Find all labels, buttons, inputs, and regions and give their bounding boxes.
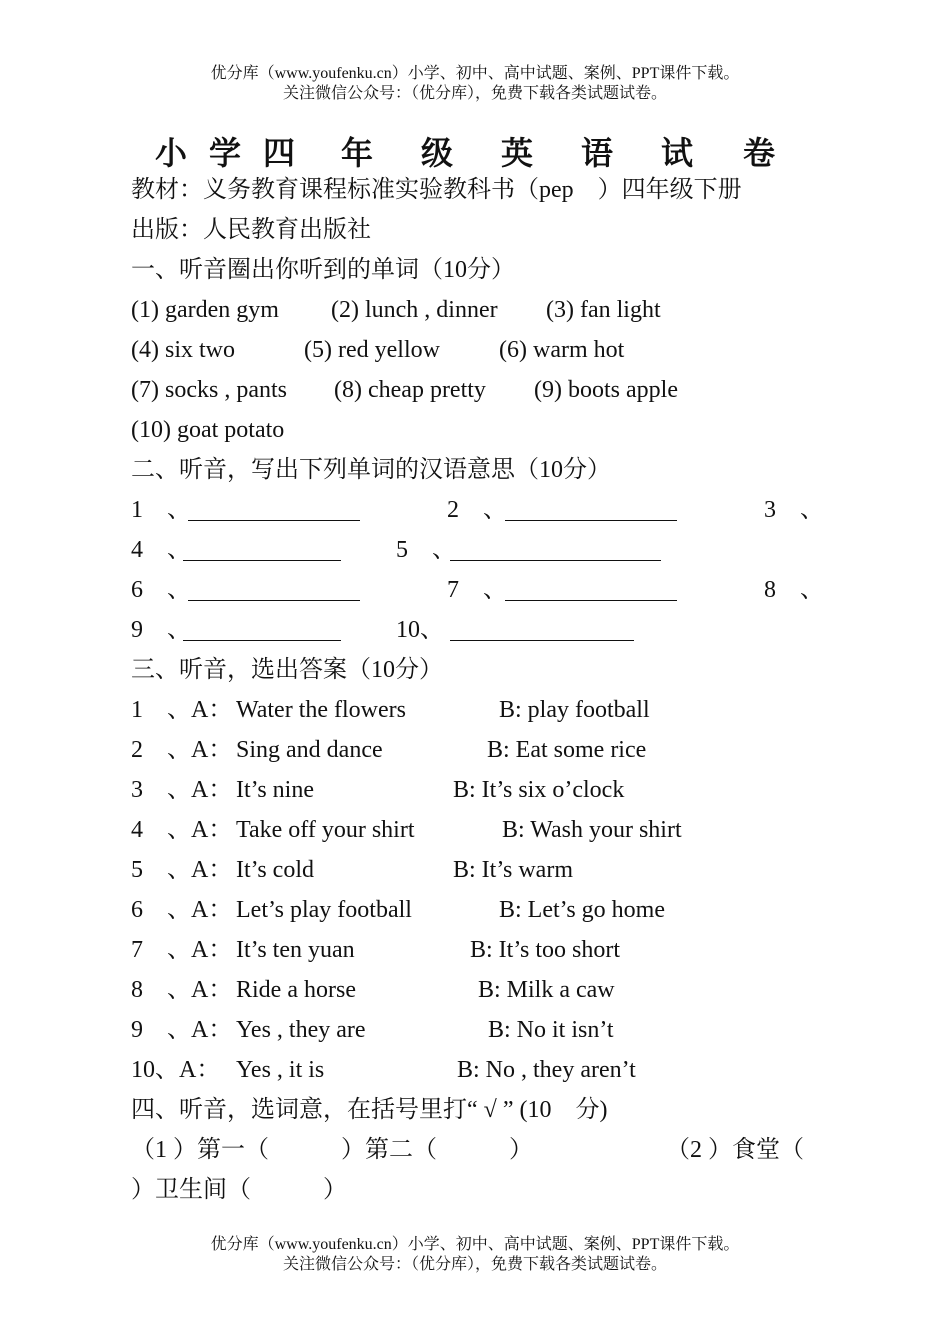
answer-blank[interactable] [188,574,360,601]
option-b: B: No , they aren’t [457,1057,636,1083]
title-char: 语 [581,134,614,172]
word-pair: (8) cheap pretty [334,377,486,403]
title-char: 级 [421,134,454,172]
answer-blank[interactable] [505,494,677,521]
option-b: B: play football [499,697,650,723]
choice-number: 4 、A： [131,817,233,843]
word-pair: (4) six two [131,337,235,363]
choice-number: 9 、A： [131,1017,233,1043]
word-pair: (10) goat potato [131,417,285,443]
choice-number: 7 、A： [131,937,233,963]
option-b: B: It’s too short [470,937,621,963]
answer-label: 4 、 [131,537,191,563]
section-1-heading: 一、听音圈出你听到的单词（10分） [131,257,515,283]
option-b: B: Eat some rice [487,737,647,763]
title-char: 学 [209,134,242,172]
choice-number: 6 、A： [131,897,233,923]
publisher-info: 出版：人民教育出版社 [131,217,371,243]
section-2-heading: 二、听音，写出下列单词的汉语意思（10分） [131,457,611,483]
option-a: Water the flowers [236,697,406,723]
section-4-row: ）卫生间（ ） [131,1177,347,1203]
header-line-2: 关注微信公众号：（优分库），免费下载各类试题试卷。 [282,85,667,102]
answer-label: 6 、 [131,577,191,603]
option-a: It’s cold [236,857,314,883]
option-a: It’s nine [236,777,314,803]
answer-label: 9 、 [131,617,191,643]
answer-blank[interactable] [450,614,634,641]
option-a: Sing and dance [236,737,383,763]
answer-label: 10、 [396,617,444,643]
answer-blank[interactable] [183,614,341,641]
option-a: Ride a horse [236,977,356,1003]
answer-blank[interactable] [450,534,661,561]
answer-blank[interactable] [188,494,360,521]
option-a: Take off your shirt [236,817,415,843]
answer-label: 2 、 [447,497,507,523]
option-b: B: It’s warm [453,857,573,883]
word-choice-2: （2 ）食堂（ [666,1137,804,1163]
section-1-row [131,410,284,450]
option-b: B: It’s six o’clock [453,777,625,803]
section-4-heading: 四、听音，选词意，在括号里打“ √ ” (10 分) [131,1097,608,1123]
title-char: 英 [501,134,534,172]
choice-number: 5 、A： [131,857,233,883]
option-a: Let’s play football [236,897,412,923]
option-a: It’s ten yuan [236,937,355,963]
page-header [0,64,950,104]
title-char: 小 [155,134,188,172]
footer-line-1: 优分库（www.youfenku.cn）小学、初中、高中试题、案例、PPT课件下载。 [210,1236,740,1253]
answer-blank[interactable] [505,574,677,601]
choice-number: 2 、A： [131,737,233,763]
option-b: B: No it isn’t [488,1017,614,1043]
header-line-1: 优分库（www.youfenku.cn）小学、初中、高中试题、案例、PPT课件下载。 [210,65,740,82]
answer-blank[interactable] [183,534,341,561]
option-b: B: Milk a caw [478,977,615,1003]
title-char: 试 [661,134,694,172]
answer-label: 1 、 [131,497,191,523]
title-char: 年 [341,134,374,172]
choice-number: 10、A： [131,1057,221,1083]
choice-number: 8 、A： [131,977,233,1003]
answer-label: 5 、 [396,537,456,563]
choice-number: 3 、A： [131,777,233,803]
title-char: 四 [263,134,296,172]
answer-label: 3 、 [764,497,824,523]
footer-line-2: 关注微信公众号：（优分库），免费下载各类试题试卷。 [282,1256,667,1273]
option-b: B: Wash your shirt [502,817,682,843]
option-a: Yes , it is [236,1057,325,1083]
answer-label: 7 、 [447,577,507,603]
title-char: 卷 [743,134,776,172]
answer-label: 8 、 [764,577,824,603]
word-pair: (9) boots apple [534,377,678,403]
word-pair: (5) red yellow [304,337,440,363]
textbook-info: 教材：义务教育课程标准实验教科书（pep ）四年级下册 [131,177,742,203]
section-3-heading: 三、听音，选出答案（10分） [131,657,443,683]
option-b: B: Let’s go home [499,897,665,923]
word-pair: (3) fan light [546,297,661,323]
option-a: Yes , they are [236,1017,366,1043]
page-footer [0,1235,950,1275]
word-pair: (6) warm hot [499,337,625,363]
choice-number: 1 、A： [131,697,233,723]
word-pair: (2) lunch , dinner [331,297,498,323]
word-pair: (1) garden gym [131,297,279,323]
word-pair: (7) socks , pants [131,377,287,403]
word-choice-1: （1 ）第一（ ）第二（ ） [131,1137,533,1163]
